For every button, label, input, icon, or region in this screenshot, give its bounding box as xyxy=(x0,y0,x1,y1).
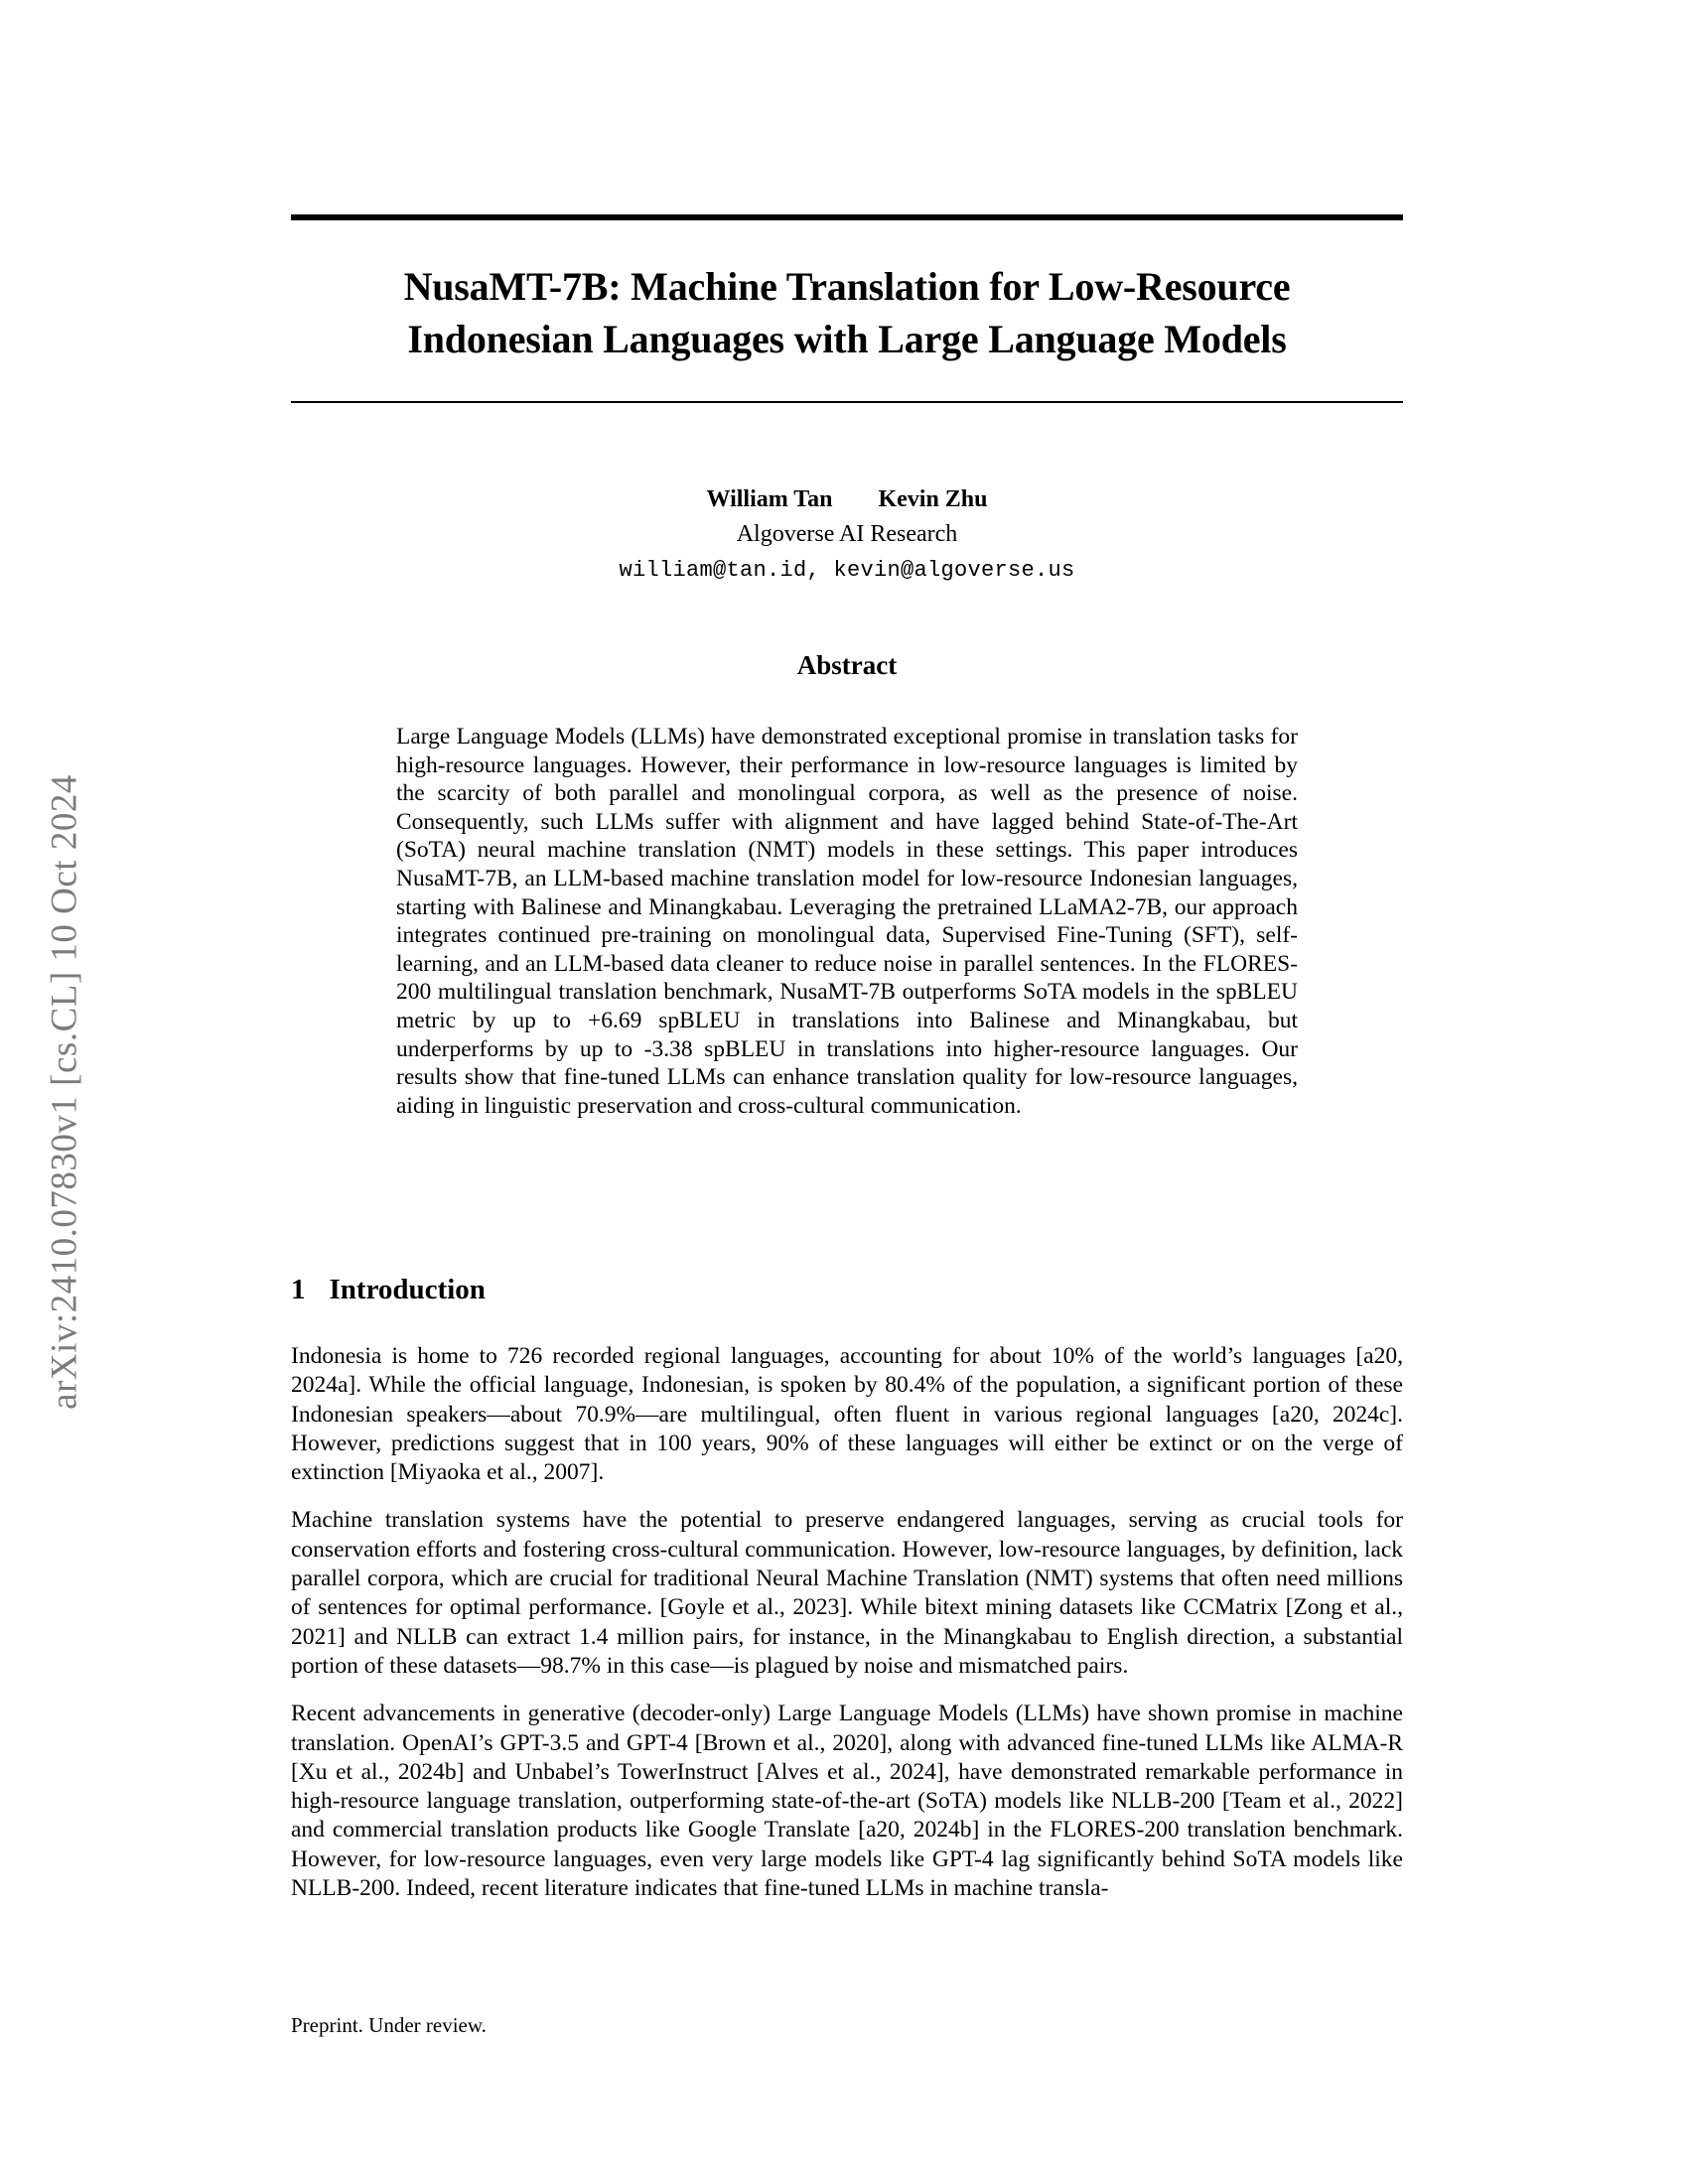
section-introduction xyxy=(291,1274,1403,1922)
paragraph: Machine translation systems have the potential to preserve endangered languages, serving as crucial tools for conservation efforts and fostering cross-cultural communication. However, low-resource languages, by definition, lack parallel corpora, which are crucial for traditional Neural Machine Translation (NMT) systems that often need millions of sentences for optimal performance. [Goyle et al., 2023]. While bitext mining datasets like CCMatrix [Zong et al., 2021] and NLLB can extract 1.4 million pairs, for instance, in the Minangkabau to English direction, a substantial portion of these datasets—98.7% in this case—is plagued by noise and mismatched pairs. xyxy=(291,1507,1403,1679)
author-name-1: William Tan xyxy=(706,486,833,512)
page-title xyxy=(291,260,1403,365)
section-title: Introduction xyxy=(329,1274,486,1305)
arxiv-stamp xyxy=(0,0,129,2184)
author-affiliation: Algoverse AI Research xyxy=(736,521,958,547)
arxiv-stamp-text: arXiv:2410.07830v1 [cs.CL] 10 Oct 2024 xyxy=(44,774,85,1410)
paper-title-line-2: Indonesian Languages with Large Language Models xyxy=(407,317,1287,361)
author-emails[interactable]: william@tan.id, kevin@algoverse.us xyxy=(619,558,1075,583)
paper-page xyxy=(291,0,1403,2184)
abstract-heading: Abstract xyxy=(796,650,898,680)
title-rule-top xyxy=(291,214,1403,220)
author-name-2: Kevin Zhu xyxy=(878,486,988,512)
paper-title-line-1: NusaMT-7B: Machine Translation for Low-Resource xyxy=(403,264,1291,309)
footer-note: Preprint. Under review. xyxy=(291,2013,487,2037)
paragraph: Indonesia is home to 726 recorded regional languages, accounting for about 10% of the world’s languages [a20, 2024a]. While the official language, Indonesian, is spoken by 80.4% of the population, a significant portion of these Indonesian speakers—about 70.9%—are multilingual, often fluent in various regional languages [a20, 2024c]. However, predictions suggest that in 100 years, 90% of these languages will either be extinct or on the verge of extinction [Miyaoka et al., 2007]. xyxy=(291,1343,1403,1486)
author-names xyxy=(291,483,1403,515)
title-rule-bottom xyxy=(291,401,1403,403)
section-number: 1 xyxy=(291,1274,306,1305)
paragraph: Recent advancements in generative (decoder-only) Large Language Models (LLMs) have shown promise in machine translation. OpenAI’s GPT-3.5 and GPT-4 [Brown et al., 2020], along with advanced fine-tuned LLMs like ALMA-R [Xu et al., 2024b] and Unbabel’s TowerInstruct [Alves et al., 2024], have demonstrated remarkable performance in high-resource language translation, outperforming state-of-the-art (SoTA) models like NLLB-200 [Team et al., 2022] and commercial translation products like Google Translate [a20, 2024b] in the FLORES-200 translation benchmark. However, for low-resource languages, even very large models like GPT-4 lag significantly behind SoTA models like NLLB-200. Indeed, recent literature indicates that fine-tuned LLMs in machine transla- xyxy=(291,1701,1403,1902)
abstract-block xyxy=(291,650,1403,1120)
abstract-text: Large Language Models (LLMs) have demonstrated exceptional promise in translation tasks for high-resource languages. However, their performance in low-resource languages is limited by the scarcity of both parallel and monolingual corpora, as well as the presence of noise. Consequently, such LLMs suffer with alignment and have lagged behind State-of-The-Art (SoTA) neural machine translation (NMT) models in these settings. This paper introduces NusaMT-7B, an LLM-based machine translation model for low-resource Indonesian languages, starting with Balinese and Minangkabau. Leveraging the pretrained LLaMA2-7B, our approach integrates continued pre-training on monolingual data, Supervised Fine-Tuning (SFT), self-learning, and an LLM-based data cleaner to reduce noise in parallel sentences. In the FLORES-200 multilingual translation benchmark, NusaMT-7B outperforms SoTA models in the spBLEU metric by up to +6.69 spBLEU in translations into Balinese and Minangkabau, but underperforms by up to -3.38 spBLEU in translations into higher-resource languages. Our results show that fine-tuned LLMs can enhance translation quality for low-resource languages, aiding in linguistic preservation and cross-cultural communication. xyxy=(396,724,1298,1119)
author-block xyxy=(291,483,1403,588)
title-block xyxy=(291,214,1403,403)
section-heading-introduction xyxy=(291,1274,1403,1306)
